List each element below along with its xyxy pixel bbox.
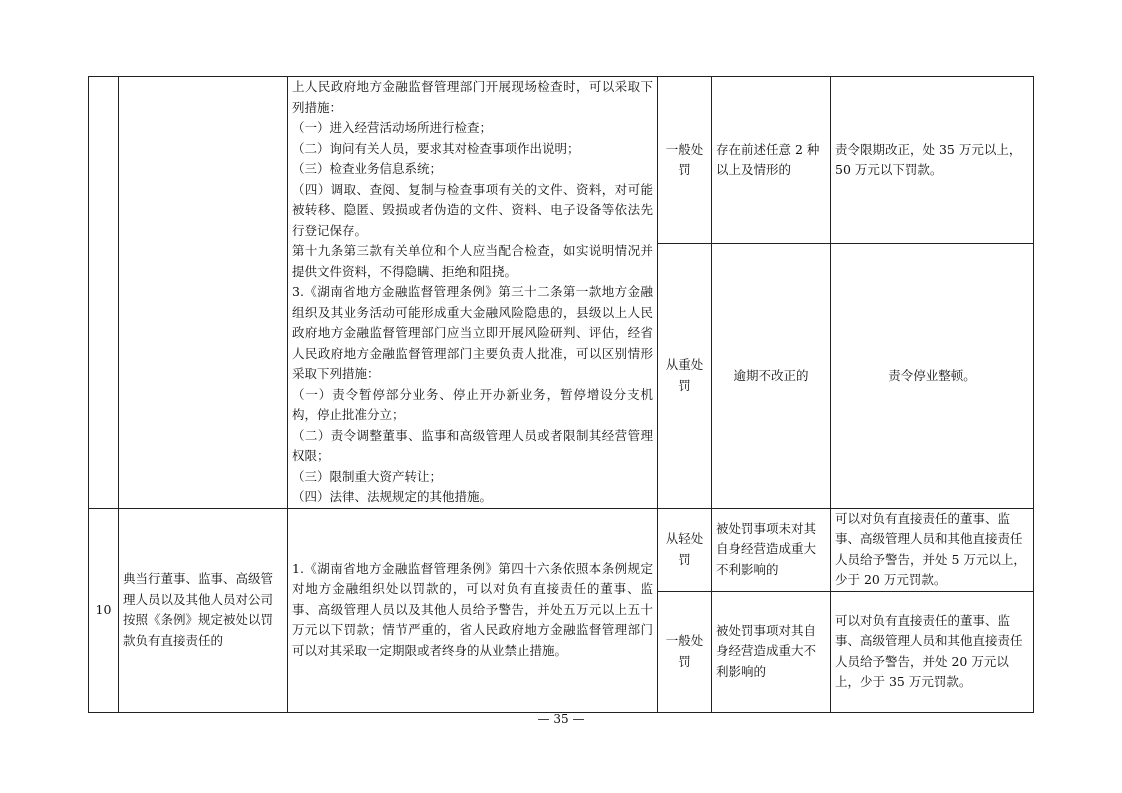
penalty-circumstance: 被处罚事项对其自身经营造成重大不利影响的	[712, 591, 831, 712]
penalty-standard: 可以对负有直接责任的董事、监事、高级管理人员和其他直接责任人员给予警告，并处 5 万元以上，少于 20 万元罚款。	[831, 508, 1034, 591]
penalty-circumstance: 被处罚事项未对其自身经营造成重大不利影响的	[712, 508, 831, 591]
penalty-standard: 可以对负有直接责任的董事、监事、高级管理人员和其他直接责任人员给予警告，并处 20 万元以上，少于 35 万元罚款。	[831, 591, 1034, 712]
penalty-level: 一般处罚	[658, 591, 712, 712]
basis-paragraph: 上人民政府地方金融监督管理部门开展现场检查时，可以采取下列措施：	[292, 79, 653, 115]
basis-paragraph: （四）法律、法规规定的其他措施。	[292, 489, 493, 504]
penalty-level: 从重处罚	[658, 244, 712, 508]
basis-paragraph: 第十九条第三款有关单位和个人应当配合检查，如实说明情况并提供文件资料，不得隐瞒、拒绝和阻挠。	[292, 243, 653, 279]
table-row	[89, 77, 1034, 244]
legal-basis-cell	[288, 508, 658, 712]
basis-paragraph: 1.《湖南省地方金融监督管理条例》第四十六条依照本条例规定对地方金融组织处以罚款的，可以对负有直接责任的董事、监事、高级管理人员以及其他人员给予警告，并处五万元以上五十万元以下罚款；情节严重的，省人民政府地方金融监督管理部门可以对其采取一定期限或者终身的从业禁止措施。	[292, 560, 653, 658]
item-description: 典当行董事、监事、高级管理人员以及其他人员对公司按照《条例》规定被处以罚款负有直接责任的	[119, 508, 288, 712]
item-number: 10	[89, 508, 119, 712]
page-number: — 35 —	[537, 712, 585, 726]
penalty-standards-table	[88, 76, 1034, 713]
basis-paragraph: （四）调取、查阅、复制与检查事项有关的文件、资料，对可能被转移、隐匿、毁损或者伪造的文件、资料、电子设备等依法先行登记保存。	[292, 181, 653, 238]
item-description	[119, 77, 288, 509]
item-number	[89, 77, 119, 509]
basis-paragraph: 3.《湖南省地方金融监督管理条例》第三十二条第一款地方金融组织及其业务活动可能形成重大金融风险隐患的，县级以上人民政府地方金融监督管理部门应当立即开展风险研判、评估，经省人民政府地方金融监督管理部门主要负责人批准，可以区别情形采取下列措施：	[292, 284, 653, 381]
penalty-circumstance: 存在前述任意 2 种以上及情形的	[712, 77, 831, 244]
basis-paragraph: （二）询问有关人员，要求其对检查事项作出说明；	[292, 140, 580, 156]
penalty-level: 从轻处罚	[658, 508, 712, 591]
basis-paragraph: （一）进入经营活动场所进行检查；	[292, 120, 493, 135]
basis-paragraph: （三）检查业务信息系统；	[292, 161, 443, 176]
legal-basis-cell	[288, 77, 658, 509]
basis-paragraph: （二）责令调整董事、监事和高级管理人员或者限制其经营管理权限；	[292, 427, 653, 463]
basis-paragraph: （一）责令暂停部分业务、停止开办新业务，暂停增设分支机构，停止批准分立；	[292, 386, 653, 422]
penalty-level: 一般处罚	[658, 77, 712, 244]
basis-paragraph: （三）限制重大资产转让；	[292, 468, 443, 484]
table-row	[89, 508, 1034, 591]
penalty-standard: 责令停业整顿。	[831, 244, 1034, 508]
penalty-standard: 责令限期改正，处 35 万元以上，50 万元以下罚款。	[831, 77, 1034, 244]
penalty-circumstance: 逾期不改正的	[712, 244, 831, 508]
